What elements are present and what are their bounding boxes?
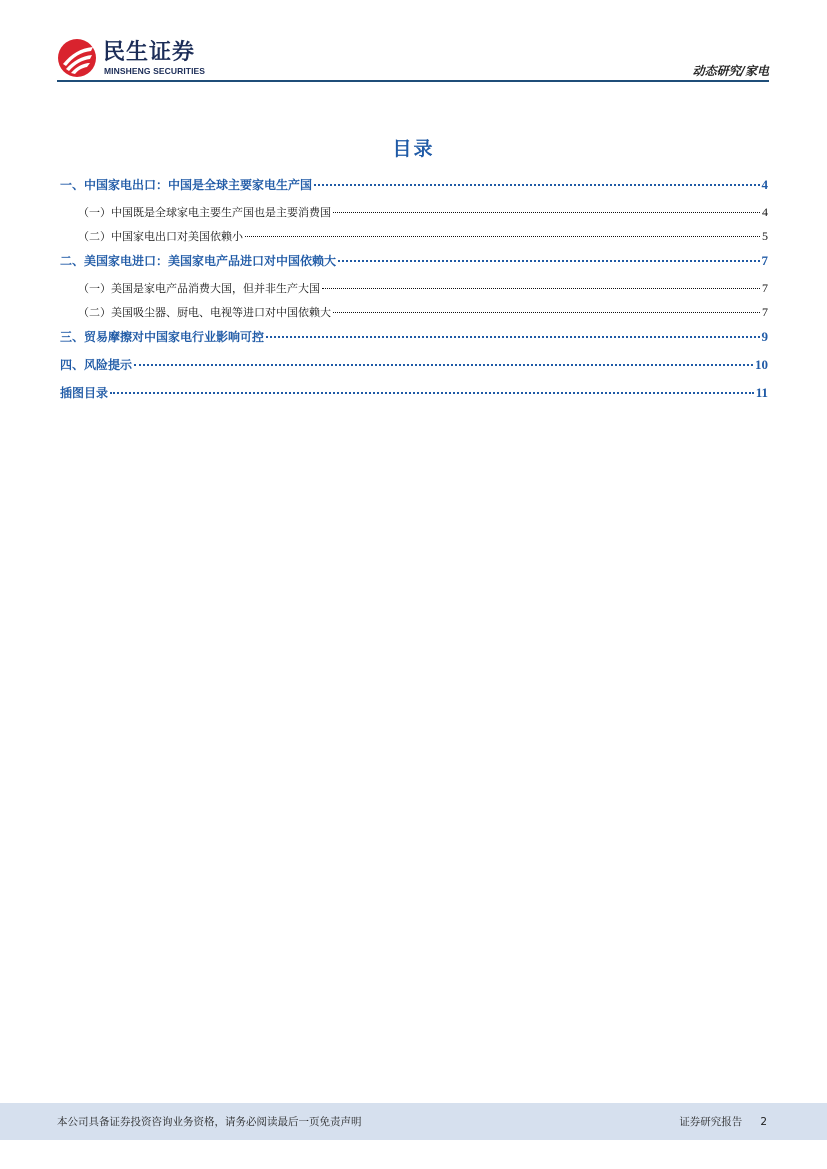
table-of-contents bbox=[60, 176, 768, 412]
toc-entry-label[interactable]: （一）美国是家电产品消费大国，但并非生产大国 bbox=[78, 282, 320, 295]
toc-entry-page[interactable]: 9 bbox=[761, 329, 768, 344]
toc-entry-page[interactable]: 11 bbox=[755, 385, 768, 400]
toc-dot-leader bbox=[314, 184, 759, 186]
header-divider bbox=[57, 80, 769, 82]
toc-entry[interactable] bbox=[60, 304, 768, 328]
toc-entry-page[interactable]: 7 bbox=[761, 253, 768, 268]
minsheng-logo-icon bbox=[57, 38, 97, 78]
logo-english-name: MINSHENG SECURITIES bbox=[104, 66, 206, 76]
toc-entry-label[interactable]: （二）美国吸尘器、厨电、电视等进口对中国依赖大 bbox=[78, 306, 331, 319]
toc-entry-label[interactable]: 一、中国家电出口：中国是全球主要家电生产国 bbox=[60, 178, 313, 192]
toc-entry[interactable] bbox=[60, 176, 768, 204]
report-section-label: 动态研究/家电 bbox=[692, 64, 769, 78]
toc-title: 目录 bbox=[392, 138, 435, 160]
toc-entry-label[interactable]: （二）中国家电出口对美国依赖小 bbox=[78, 230, 243, 243]
toc-dot-leader bbox=[338, 260, 759, 262]
toc-entry[interactable] bbox=[60, 204, 768, 228]
toc-entry-label[interactable]: 四、风险提示 bbox=[60, 358, 133, 372]
toc-entry-label[interactable]: 插图目录 bbox=[60, 386, 109, 400]
footer-page-number: 2 bbox=[760, 1116, 767, 1128]
toc-entry[interactable] bbox=[60, 384, 768, 412]
toc-entry-page[interactable]: 7 bbox=[762, 281, 768, 295]
footer-right bbox=[679, 1114, 767, 1129]
toc-entry[interactable] bbox=[60, 252, 768, 280]
company-logo bbox=[57, 38, 217, 80]
toc-entry[interactable] bbox=[60, 328, 768, 356]
toc-entry-page[interactable]: 10 bbox=[755, 357, 768, 372]
toc-entry-label[interactable]: 三、贸易摩擦对中国家电行业影响可控 bbox=[60, 330, 265, 344]
footer-disclaimer: 本公司具备证券投资咨询业务资格，请务必阅读最后一页免责声明 bbox=[57, 1116, 362, 1128]
toc-entry-page[interactable]: 7 bbox=[762, 305, 768, 319]
toc-entry[interactable] bbox=[60, 228, 768, 252]
toc-dot-leader bbox=[333, 212, 760, 213]
toc-dot-leader bbox=[333, 312, 760, 313]
toc-entry-page[interactable]: 4 bbox=[762, 205, 768, 219]
toc-entry-label[interactable]: 二、美国家电进口：美国家电产品进口对中国依赖大 bbox=[60, 254, 337, 268]
toc-entry-label[interactable]: （一）中国既是全球家电主要生产国也是主要消费国 bbox=[78, 206, 331, 219]
toc-entry-page[interactable]: 4 bbox=[761, 177, 768, 192]
toc-entry[interactable] bbox=[60, 356, 768, 384]
toc-dot-leader bbox=[322, 288, 760, 289]
toc-dot-leader bbox=[134, 364, 753, 366]
toc-dot-leader bbox=[110, 392, 754, 394]
toc-dot-leader bbox=[266, 336, 759, 338]
toc-dot-leader bbox=[245, 236, 760, 237]
page-footer bbox=[0, 1103, 827, 1140]
logo-chinese-name: 民生证券 bbox=[103, 40, 196, 65]
toc-entry[interactable] bbox=[60, 280, 768, 304]
toc-entry-page[interactable]: 5 bbox=[762, 229, 768, 243]
footer-doc-type: 证券研究报告 bbox=[679, 1116, 743, 1128]
